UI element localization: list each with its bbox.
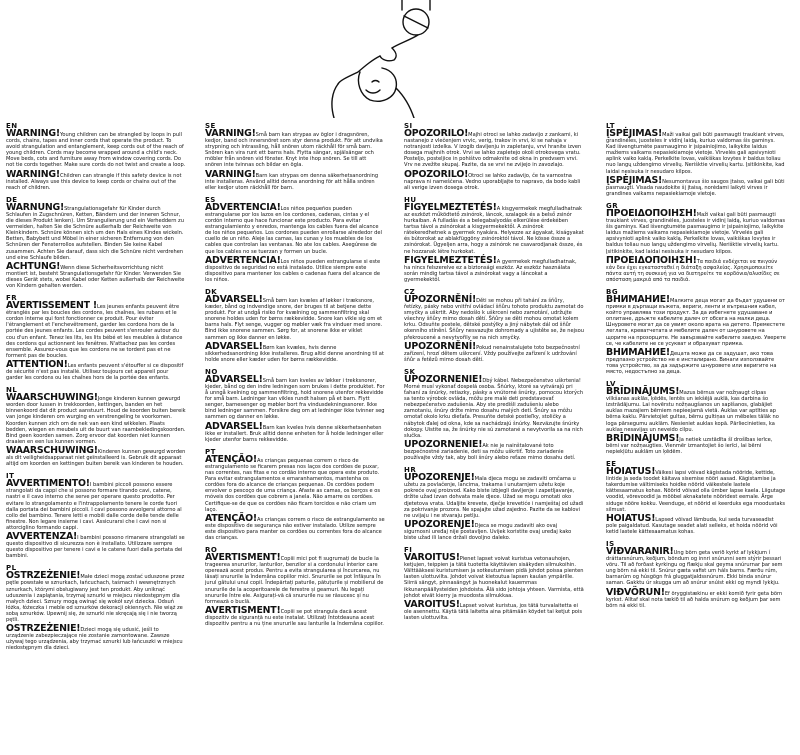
warning-heading: ВНИМАНИЕ!	[606, 346, 670, 358]
warning-heading: UPOZORNĚNÍ!	[404, 293, 477, 305]
warning-text: Copiii se pot strangula dacă acest dispozitiv de siguranță nu este instalat. Utilizați întotdeauna acest dispozitiv pentru a nu ține snururile sau lanturile la îndemâna copiilor.	[205, 608, 384, 627]
warning-heading: UPOZORNENIE!	[404, 373, 483, 385]
warning-heading: VAROITUS!	[404, 552, 460, 564]
warning-heading: WARNING!	[6, 128, 60, 139]
warning-heading: WARNUNG!	[6, 201, 65, 213]
warning-text: Djeca se mogu zadaviti ako ovaj sigurnosni uređaj nije postavljen. Uvijek koristite ovaj uređaj kako biste užad ili lance držali dovoljno daleko.	[404, 522, 572, 541]
warning-text: Dbý kábel. Nebezpečenstvo uškrtenia! Morné musí vykonať dospelá osoba. Šňúrky, ktoré sa vytvárajú pri ťahaní za šnúrky, retiazky, pásky a vnútorné šnúrky, pomocou ktorých sa tento výrobok ovláda, môžu pre malé deti predstavovať nebezpečenstvo zadušenia. Aby ste predišli zadušeniu alebo zamotaniu, šnúry držte mimo dosahu malých detí. Šnúry sa môžu omotať okolo krku dieťaťa. Presuňte detské postieľky, stoličky a nábytok ďalej od okna, kde sa nachádzajú šnúrky. Nezväzujte šnúrky dokopy. Uistite sa, že šnúrky nie sú zamotané a nevytvorila sa na nich slučka.	[404, 377, 584, 439]
section-gr	[606, 202, 786, 283]
language-code: EN	[6, 122, 18, 130]
warning-heading: ADVERTENCIA!	[205, 254, 281, 266]
warning-heading: FIGYELMEZTETÉS!	[404, 254, 497, 266]
warning-heading: OSTRZEŻENIE!	[6, 623, 81, 635]
language-code: BG	[606, 287, 619, 296]
warning-heading: AVERTISMENT!	[205, 552, 281, 564]
warning-text: Väikesi lapsi võivad kägistada nööride, kettide, lintide ja seda toodet käitava sisemise nööri aasad. Kägistamise ja takerdumise vältimiseks hoidke nöörid väikestele lastele kättesaamatus kohas. Nöörid võivad olla ümber lapse kaela. Liigutage voodid, võrevoodid ja mööbel aknakatete nööridest eemale. Ärge siduge nööre kokku. Veenduge, et nöörid ei keerduks ega moodustaks silmust.	[606, 470, 786, 513]
language-code: RO	[205, 546, 218, 555]
language-code: PL	[6, 564, 17, 573]
warning-text: As crianças pequenas correm o risco de estrangulamento se ficarem presas nos laços dos cordões de puxar, nas correntes, nas fitas e no cordão interno que opera este produto. Para evitar estrangulamentos e emaranhamentos, mantenha os cordões fora do alcance de crianças pequenas. Os cordões podem envolver o pescoço de uma criança. Afaste as camas, os berços e os móveis dos cordões que cobrem a janela. Não amarre os cordões. Certifique-se de que os cordões não ficam torcidos e não criam um laço.	[205, 457, 381, 513]
warning-text: Små barn kan strypas av öglor i dragsnören, kedjor, band och innersnöret som styr denna produkt. För att undvika strypning och intrassling, håll snören utom räckhåll för små barn. Snören kan vira runt ett barns hals. Flytta sängar, spjälsängar och möbler från snören vid fönster. Knyt inte ihop snören. Se till att snören inte tvinnas och bildar en ögla.	[205, 132, 383, 169]
warning-text: Les enfants peuvent s'étouffer si ce dispositif de sécurité n'est pas installé. Utilisez toujours cet appareil pour garder les cordons ou les chaînes hors de la portée des enfants.	[6, 362, 184, 382]
warning-heading: ВНИМАНИЕ!	[606, 293, 670, 305]
warning-heading: OPOZORILO!	[404, 128, 469, 139]
warning-text: Ef öryggistækinu er ekki komið fyrir geta börn kyrkst. Alltaf skal nota tækið til að halda snúrum og keðjum þar sem börn ná ekki til.	[606, 590, 783, 609]
warning-text: Малките деца могат да бъдат удушени от примки в дърпащи въжета, вериги, ленти и вътрешния кабел, който управлява този продукт. За да избегнете удушаване и оплитане, дръжте кабелите далеч от обсега на малки деца. Шнуровете могат да се увият около врата на детето. Преместете леглата, креватчетата и мебелите далеч от шнуровете на щорите на прозорците. Не завързвайте кабелите заедно. Уверете се, че кабелите не се усукват и образуват примка.	[606, 297, 786, 347]
warning-heading: HOIATUS!	[606, 512, 656, 524]
warning-text: As crianças correm o risco de estrangulamento se este dispositivo de segurança não estiver instalado. Utilize sempre este dispositivo para manter os cordões ou correntes fora do alcance das crianças.	[205, 516, 385, 541]
warning-heading: UPOZORENJE!	[404, 472, 475, 484]
language-code: FI	[404, 546, 413, 555]
warning-heading: ADVARSEL!	[205, 340, 263, 352]
warning-heading: WAARSCHUWING!	[6, 444, 98, 456]
section-is	[606, 540, 786, 609]
section-ee	[606, 460, 786, 535]
warning-heading: ATTENTION!	[6, 358, 68, 370]
warning-heading: ADVARSEL!	[205, 293, 263, 305]
warning-heading: ΠΡΟΕΙΔΟΠΟΙΗΣΗ!	[606, 254, 697, 266]
warning-heading: BRĪDINĀJUMS!	[606, 386, 680, 398]
warning-heading: VIÐVARANIR!	[606, 545, 674, 557]
warning-heading: VAROITUS!	[404, 598, 460, 610]
column-2	[205, 122, 385, 632]
column-1	[6, 122, 186, 656]
language-code: LT	[606, 122, 616, 130]
warning-text: Lapset voivat kuristua, jos tätä turvalaitetta ei ole asennettu. Käytä tätä laitetta aina pitämään köydet tai ketjut pois lasten ulottuvilta.	[404, 602, 582, 621]
warning-heading: AVERTISSEMENT !	[6, 300, 97, 312]
language-code: NL	[6, 386, 18, 395]
language-code: SI	[404, 122, 413, 130]
language-code: GR	[606, 201, 619, 210]
section-hu	[404, 196, 584, 283]
warning-heading: ADVERTENCIA!	[205, 201, 281, 213]
section-fi	[404, 546, 584, 621]
warning-heading: VARNING!	[205, 168, 256, 180]
warning-text: Wenn diese Sicherheitsvorrichtung nicht montiert ist, besteht Strangulationsgefahr für Kinder. Verwenden Sie dieses Gerät stets, wobei Kabel oder Ketten außerhalb der Reichweite von Kindern gehalten werden.	[6, 264, 185, 289]
warning-text: Dzieci mogą się udusić, jeśli to urządzenie zabezpieczające nie zostanie zamontowane. Zawsze używaj tego urządzenia, aby trzymać sznurki lub łańcuszki w miejscu niedostępnym dla dzieci.	[6, 627, 183, 652]
section-pl	[6, 564, 186, 651]
warning-heading: ACHTUNG!	[6, 260, 61, 272]
section-lv	[606, 380, 786, 455]
warning-text: Los niños pueden estrangularse si este dispositivo de seguridad no está instalado. Utilice siempre este dispositivo para mantener los cables o cadenas fuera del alcance de los niños.	[205, 258, 381, 283]
language-code: ES	[205, 195, 216, 204]
section-pt	[205, 448, 385, 541]
section-sk	[404, 368, 584, 461]
section-fr	[6, 294, 186, 381]
language-code: CZ	[404, 287, 416, 296]
language-code: SE	[205, 122, 216, 130]
warning-heading: ΠΡΟΕΙΔΟΠΟΙΗΣΗ!	[606, 207, 697, 219]
warning-text: Les jeunes enfants peuvent être étranglés par les boucles des cordons, les chaînes, les rubans et le cordon interne qui font fonctionner ce produit. Pour éviter l'étranglement et l'enchevêtrement, garder les cordons hors de la portée des jeunes enfants. Les cordes peuvent s'enrouler autour du cou d'un enfant. Tenez les lits, les lits bébé et les meubles à distance des cordons qui actionnent les fenêtres. N'attachez pas les cordes ensemble. Assurez-vous que les cordons ne se tordent pas et ne forment pas de boucles.	[6, 304, 183, 359]
warning-heading: BRĪDINĀJUMS!	[606, 432, 680, 444]
warning-text: I bambini piccoli possono essere strangolati da cappi che si possono formare tirando cavi, catene, nastri e il cavo interno che serve per operare questo prodotto. Per evitare lo strangolamento e l'intrappolamento tenere le corde fuori dalla portata dei bambini piccoli. I cavi possono avvolgersi attorno al collo del bambino. Tenere letti e mobili dalle corde delle tende delle finestre. Non legare insieme i cavi. Assicurarsi che i cavi non si attorciglino formando cappi.	[6, 482, 182, 531]
language-code: LV	[606, 380, 616, 389]
warning-text: Young children can be strangled by loops in pull cords, chains, tapes and inner cords that operate the product. To avoid strangulation and entanglement, keep cords out of the reach of young children. Cords may become wrapped around a child's neck. Move beds, cots and furniture away from window covering cords. Do not tie cords together. Make sure cords do not twist and create a loop.	[6, 132, 186, 169]
warning-heading: ADVARSEL!	[205, 373, 263, 385]
warning-text: Majhi otroci se lahko zadavijo z zankami, ki nastanejo z vlečenjem vrvic, verig, trakov in vrvi, ki se nahaja v notranjosti izdelka. V izogib davljenju in zapletanju, vrvi hranite izven dosega majhnih otrok. Vrvi se lahko zapletejo okoli otrokovega vratu. Posteljo, posteljice in pohištvo odmaknite od okna in predvsem vrvi. Vrv ne zvežite skupaj. Pazite, da se vrvi ne zvijejo in zavozlajo.	[404, 132, 582, 169]
warning-heading: AVERTISMENT!	[205, 604, 281, 616]
warning-text: Jonge kinderen kunnen gewurgd worden door lussen in trekkoorden, kettingen, banden en het binnenkoord dat dit product aanstuurt. Houd de koorden buiten bereik van jonge kinderen om wurging en verstrengeling te voorkomen. Koorden kunnen zich om de nek van een kind wikkelen. Plaats bedden, wiegen en meubels uit de buurt van raambekledingskoorden. Bind geen koorden samen. Zorg ervoor dat koorden niet kunnen draaien en een lus kunnen vormen.	[6, 396, 186, 445]
warning-heading: VARNING!	[205, 128, 256, 139]
section-bg	[606, 288, 786, 375]
warning-heading: UPOZORNĚNÍ!	[404, 340, 477, 352]
section-it	[6, 472, 186, 559]
language-code: DE	[6, 195, 18, 204]
warning-text: Małe dzieci mogą zostać uduszone przez pętle powstałe w sznurkach, łańcuchach, taśmach i wewnętrznych sznurkach, którymi obsługiwany jest ten produkt. Aby uniknąć uduszenia i zaplątania, trzymaj sznurki w miejscu niedostępnym dla małych dzieci. Sznury mogą owinąć się wokół szyi dziecka. Odsuń łóżka, łóżeczka i meble od sznurków dekoracji okiennych. Nie wiąż ze sobą sznurków. Upewnij się, że sznurki nie skręcają się i nie tworzą pętli.	[6, 574, 185, 623]
language-code: FR	[6, 294, 18, 303]
warning-heading: UPOZORENJE!	[404, 518, 475, 530]
section-cz	[404, 288, 584, 363]
column-3	[404, 122, 584, 626]
warning-text: Децата може да се задушат, ако това предпазно устройство не е инсталирано. Винаги използвайте това устройство, за да задържите шнуровете или веригите на място, недостъпно за деца.	[606, 350, 777, 375]
warning-text: Barn kan strypas om denna säkerhetsanordning inte installeras. Använd alltid denna anordning för att hålla snören eller kedjor utom räckhåll för barn.	[205, 172, 379, 191]
section-lt	[606, 122, 786, 197]
warning-heading: VIÐVÖRUN!	[606, 586, 665, 598]
warning-heading: ATENÇÃO!	[205, 512, 257, 524]
language-code: IS	[606, 539, 615, 548]
warning-heading: AVVERTENZA!	[6, 530, 78, 542]
warning-heading: ATENÇÃO!	[205, 453, 257, 465]
warning-text: Lapsed võivad lämbuda, kui seda turvaseadist pole paigaldatud. Kasutage seadet alati selleks, et hoida nöörid või ketid lastele kättesaamatus kohas.	[606, 516, 778, 535]
warning-text: Τα παιδιά ενδέχεται να πνιγούν εάν δεν έχει εγκατασταθεί η διάταξη ασφαλείας. Χρησιμοποιείτε πάντα αυτή τη συσκευή για να διατηρείτε τα κορδόνια/αλυσίδες σε απόσταση μακριά από τα παιδιά.	[606, 258, 780, 283]
section-dk	[205, 288, 385, 363]
warning-text: Pienet lapset voivat kuristua vetonauhojen, ketjujen, teippien ja tätä tuotetta käyttävien sisäkyden silmukoihin. Välttääksesi kuristumisen ja sotkeutumisen pidä johdot poissa pienten lasten ulottuvilta. Johdot voivat kietoutua lapsen kaulan ympärille. Siirrä sängyt, pinnasängyt ja huonekalut kauemmas ikkunanpäällysteiden johdoista. Älä sido johtoja yhteen. Varmista, että johdot eivät kierry ja muodosta silmukkaa.	[404, 556, 584, 599]
language-code: NO	[205, 367, 218, 376]
warning-text: Pokud nenainstalujete toto bezpečnostní zařízení, hrozí dětem uškrcení. Vždy používejte zařízení k udržování šňůr a řetězů mimo dosah dětí.	[404, 344, 580, 363]
warning-text: Otroci se lahko zadavijo, če ta varnostna naprava ni nameščena. Vedno uporabljajte to napravo, da bodo kabli ali verige izven dosega otrok.	[404, 172, 581, 191]
warning-heading: AVVERTIMENTO!	[6, 478, 90, 490]
warning-text: Ung börn geta verið kyrkt af lykkjum í dráttarsnúrum, keðjum, böndum og innri snúrunni sem stýrir þessari vöru. Til að forðast kyrkingu og flækju skal geyma snúrurnar þar sem ung börn ná ekki til. Snúrur gæta vafist um háls barns. Færðu rúm, barnarúm og húsgögn frá gluggatjaldssnúrum. Ekki binda snúrur saman. Gakktu úr skugga um að snúrur snúist ekki og myndi lykkju.	[606, 549, 783, 587]
section-ro	[205, 546, 385, 627]
section-en	[6, 122, 186, 191]
child-pulling-cord-illustration	[0, 0, 800, 118]
section-hr	[404, 466, 584, 541]
warning-heading: ĮSPĖJIMAS!	[606, 174, 663, 186]
warning-text: Nesumontavus šio saugos įtaiso, vaikai gali būti pasmaugti. Visada naudokite šį įtaisą, norėdami laikyti virves ir grandines vaikams nepasiekiamoje vietoje.	[606, 178, 785, 197]
warning-text: Børn kan kvæles, hvis denne sikkerhedsanordning ikke installeres. Brug altid denne anordning til at holde snore eller kæder uden for børns rækkevidde.	[205, 344, 384, 363]
warning-text: Strangulationsgefahr für Kinder durch Schlaufen in Zugschnüren, Ketten, Bändern und der inneren Schnur, die dieses Produkt lenken). Um Strangulierung und ein Verheddern zu vermeiden, halten Sie die Schnüre außerhalb der Reichweite von Kleinkindern. Schnüre können sich um den Hals eines Kindes wickeln. Betten, Babybett und Möbel in einer sicheren Entfernung von den Schnüren der Fensterrollos aufstellen. Binden Sie keine Kabel zusammen. Achten Sie darauf, dass sich die Schnüre nicht verdrehen und eine Schlaufe bilden.	[6, 205, 184, 261]
warning-text: Los niños pequeños pueden estrangularse por los lazos en los cordones, cadenas, cintas y el cordón interno que hace funcionar este producto. Para evitar estrangulamiento y enredos, mantenga los cables fuera del alcance de los niños pequeños. Los cordones pueden enrollarse alrededor del cuello de un niño. Aleje las camas, las cunas y los muebles de los cables que controlan las ventanas. No ate los cables. Asegúrese de que los cables no se tuerzan y formen un bucle.	[205, 205, 382, 255]
warning-heading: ĮSPĖJIMAS!	[606, 128, 663, 139]
warning-text: Små barn kan kveles av løkker i trekksnorer, kjeder, bånd og den indre ledningen som brukes i dette produktet. For å unngå kvelning og sammenfiltring, hold snorene utenfor rekkevidde for små barn. Ledninger kan vikles rundt halsen på et barn. Flytt senger, barnesenger og møbler bort fra vindusdekningssnorer. Ikke bind ledninger sammen. Forsikre deg om at ledninger ikke tvinner seg sammen og danner en løkke.	[205, 377, 385, 421]
warning-text: Ak nie je nainštalované toto bezpečnostné zariadenie, deti sa môžu uškrtiť. Toto zariadenie používajte vždy tak, aby boli šnúry alebo reťaze mimo dosahu detí.	[404, 442, 576, 462]
warning-text: Maži vaikai gali būti pasmaugti traukiant virves, grandinėles, juosteles ir vidinį laidą, kuriuo valdomas šis gaminys. Kad išvengtumėte pasmaugimo ir įsipainiojimo, laikykite laidus mažiems vaikams nepasiekiamoje vietoje. Virvelės gali apsivynioti aplink vaiko kaklą. Perkelkite lovas, vaikiškas lovytes ir baldus toliau nuo langų uždengimo virvelių. Nerišktie virvelių kartu. Įsitikinkite, kad laidai nesisuka ir nesudaro kilpos.	[606, 211, 785, 255]
language-code: PT	[205, 447, 216, 456]
language-code: DK	[205, 287, 218, 296]
section-si	[404, 122, 584, 191]
warning-text: Mazus bērnus var nožņaugt cilpas vilkšanas auklās, ķēdēs, lentēs un iekšējā auklā, kas darbina šo izstrādājumu. Lai novērstu nožņaugšanos un sapīšanos, glabājiet auklas mazajiem bērniem nepieejamā vietā. Auklas var aptīties ap bērna kaklu. Pārvietojiet gultas, bērnu gultiņas un mēbeles tālāk no loga pārsegumu auklām. Nesieniet auklas kopā. Pārliecinieties, ka auklas nesavijas un neveido cilpu.	[606, 390, 779, 433]
section-es	[205, 196, 385, 283]
warning-heading: OSTRZEŻENIE!	[6, 570, 81, 582]
warning-text: Barn kan kveles hvis denne sikkerhetsenheten ikke er installert. Bruk alltid denne enheten for å holde ledninger eller kjeder utenfor barns rekkevidde.	[205, 424, 384, 443]
warning-heading: FIGYELMEZTETÉS!	[404, 201, 497, 213]
warning-text: Små børn kan kvæles af løkker i træksnore, kæder, bånd og indvendige snore, der bruges til at betjene dette produkt. For at undgå risiko for kvælning og sammenfiltring skal snorene holdes uden for børns rækkevidde. Snore kan vikle sig om et barns hals. Flyt senge, vugger og møbler væk fra vinduer med snore. Bind ikke snorene sammen. Sørg for, at snorene ikke er viklet sammen og ikke danner en løkke.	[205, 297, 383, 341]
language-code: HU	[404, 195, 417, 204]
warning-text: Children can strangle if this safety device is not installed. Always use this device to keep cords or chains out of the reach of children.	[6, 172, 182, 191]
warning-text: A kisgyermekek megfulladhatnak az eszközt működtető zsinórok, láncok, szalagok és a belső zsinór hurkaiban. A fulladás és a belegabalyodás elkerülése érdekében tartsa távol a zsinórokat a kisgyermekektől. A zsinórok rátekeredhetnek a gyermek nyakára. Helyezze az ágyakat, kiságyakat és bútorokat az ablakfüggöny zsinóroktól távol. Ne kösse össze a zsinórokat. Ügyeljen arra, hogy a zsinórok ne csavarodjanak össze, és ne hozzanak létre hurkokat.	[404, 205, 584, 255]
language-code: SK	[404, 367, 416, 376]
warning-heading: HOIATUS!	[606, 466, 656, 478]
warning-text: Děti se mohou při tahání za šňůry, řetízky, pásky nebo vnitřní ovládací šňůru tohoto produktu zamotat do smyčky a uškrtit. Aby nedošlo k uškrcení nebo zamotání, udržujte všechny šňůry mimo dosah dětí. Šňůry se děti mohou omotat kolem krku. Odsuňte postele, dětské postýlky a jiný nábytek dál od šňůr okenního stínění. Šňůry nesvazujte dohromady a ujistěte se, že nejsou překroucené a nevytvořily se na nich smyčky.	[404, 297, 584, 341]
section-nl	[6, 386, 186, 467]
warning-text: A gyermekek megfulladhatnak, ha nincs felszerelve ez a biztonsági eszköz. Az eszköz használata során mindig tartsa távol a zsinórokat vagy a láncokat a gyermekektől.	[404, 258, 577, 283]
warning-heading: OPOZORILO!	[404, 168, 469, 180]
warning-heading: WAARSCHUWING!	[6, 392, 98, 404]
section-no	[205, 368, 385, 443]
language-code: IT	[6, 472, 15, 481]
warning-text: Ja netiek uzstādīta šī drošības ierīce, bērni var nožņaugties. Vienmēr izmantojiet šo ierīci, lai bērni nepiekļūtu auklām un ķēdēm.	[606, 436, 773, 455]
language-code: EE	[606, 460, 617, 469]
warning-heading: ADVARSEL!	[205, 420, 263, 432]
warning-text: Maži vaikai gali būti pasmaugti traukiant virves, grandinėles, juosteles ir vidinį laidą, kuriuo valdomas šis gaminys. Kad išvengtumėte pasmaugimo ir įsipainiojimo, laikykite laidus mažiems vaikams nepasiekiamoje vietoje. Virvelės gali apsivynioti aplink vaiko kaklą. Perkelkite lovas, vaikiškas lovytes ir baldus toliau nuo langų uždengimo virvelių. Nerišktie virvelių kartu. Įsitikinkite, kad laidai nesisuka ir nesudaro kilpos.	[606, 132, 785, 175]
warning-text: Kinderen kunnen gewurgd worden als dit veiligheidsapparaat niet geïnstalleerd is. Gebruik dit apparaat altijd om koorden en kettingen buiten bereik van kinderen te houden.	[6, 448, 186, 468]
column-4	[606, 122, 786, 614]
section-se	[205, 122, 385, 191]
warning-heading: UPOZORNENIE!	[404, 438, 483, 450]
warning-text: Copiii mici pot fi sugrumați de bucle la trageerea snururilor, lanturilor, benzilor si a cordonului interior care operează acest produs. Pentru a evita strangularea și încurcarea, nu lăsați snururile la îndemâna copiilor mici. Snururile se pot înfășura în jurul gâtului unui copil. Îndepărtați paturile, pătuțurile și mobilierul de snururile de la acoperitoarele de ferestre și geamuri. Nu legați snururile între ele. Asigurați-vă că snururile nu se răsucesc și nu formează o buclă.	[205, 556, 384, 605]
warning-text: I bambini possono rimanere strangolati se questo dispositivo di sicurezza non è installato. Utilizzare sempre questo dispositivo per tenere i cavi e le catene fuori dalla portata dei bambini.	[6, 534, 185, 560]
section-de	[6, 196, 186, 289]
language-code: HR	[404, 466, 417, 475]
warning-text: Mala djeca mogu se zadaviti omčama u užetu za povlačenje, lancima, trakama i unutarnjem užetu koje pokreće ovaj proizvod. Kako biste izbjegli davljenje i zapetljavanje, držite užad izvan dohvata male djece. Užad se mogu omotati oko djetetova vrata. Udaljite krevete, dječje krevetiće i namještaj od užadi za pokrivanje prozora. Ne spajajte užad zajedno. Pazite da se kablovi ne uvijaju i ne stvaraju petlju.	[404, 476, 584, 519]
warning-heading: WARNING!	[6, 168, 60, 180]
